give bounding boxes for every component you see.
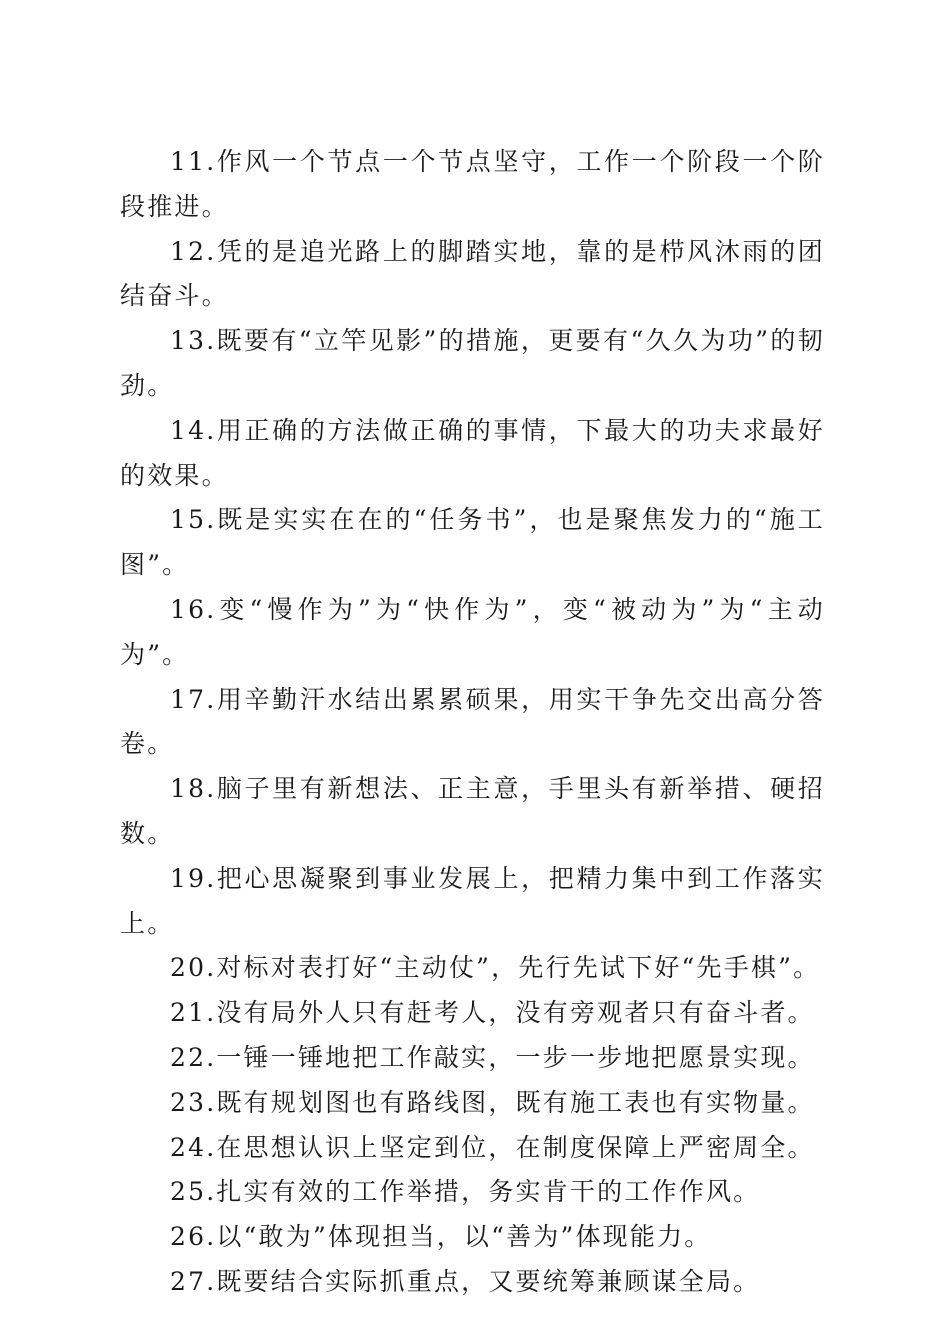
- list-item: 19.把心思凝聚到事业发展上，把精力集中到工作落实上。: [120, 863, 825, 938]
- document-page: [120, 140, 825, 1305]
- list-item: 23.既有规划图也有路线图，既有施工表也有实物量。: [170, 1087, 815, 1117]
- list-item: 18.脑子里有新想法、正主意，手里头有新举措、硬招数。: [120, 774, 825, 848]
- list-item: 27.既要结合实际抓重点，又要统筹兼顾谋全局。: [170, 1266, 761, 1296]
- list-item: 26.以“敢为”体现担当，以“善为”体现能力。: [170, 1222, 712, 1252]
- list-item: 14.用正确的方法做正确的事情，下最大的功夫求最好的效果。: [120, 415, 825, 490]
- list-item: 21.没有局外人只有赶考人，没有旁观者只有奋斗者。: [170, 998, 815, 1028]
- list-item: 17.用辛勤汗水结出累累硕果，用实干争先交出高分答卷。: [120, 684, 825, 759]
- list-item: 24.在思想认识上坚定到位，在制度保障上严密周全。: [170, 1132, 815, 1162]
- list-item: 25.扎实有效的工作举措，务实肯干的工作作风。: [170, 1177, 761, 1207]
- list-item: 11.作风一个节点一个节点坚守，工作一个阶段一个阶段推进。: [120, 147, 825, 221]
- list-item: 20.对标对表打好“主动仗”，先行先试下好“先手棋”。: [170, 953, 821, 983]
- list-item: 15.既是实实在在的“任务书”，也是聚焦发力的“施工图”。: [120, 505, 825, 580]
- list-item: 13.既要有“立竿见影”的措施，更要有“久久为功”的韧劲。: [120, 326, 825, 400]
- list-item: 16.变“慢作为”为“快作为”，变“被动为”为“主动为”。: [120, 594, 825, 669]
- list-item: 22.一锤一锤地把工作敲实，一步一步地把愿景实现。: [170, 1042, 815, 1072]
- list-item: 12.凭的是追光路上的脚踏实地，靠的是栉风沐雨的团结奋斗。: [120, 236, 825, 311]
